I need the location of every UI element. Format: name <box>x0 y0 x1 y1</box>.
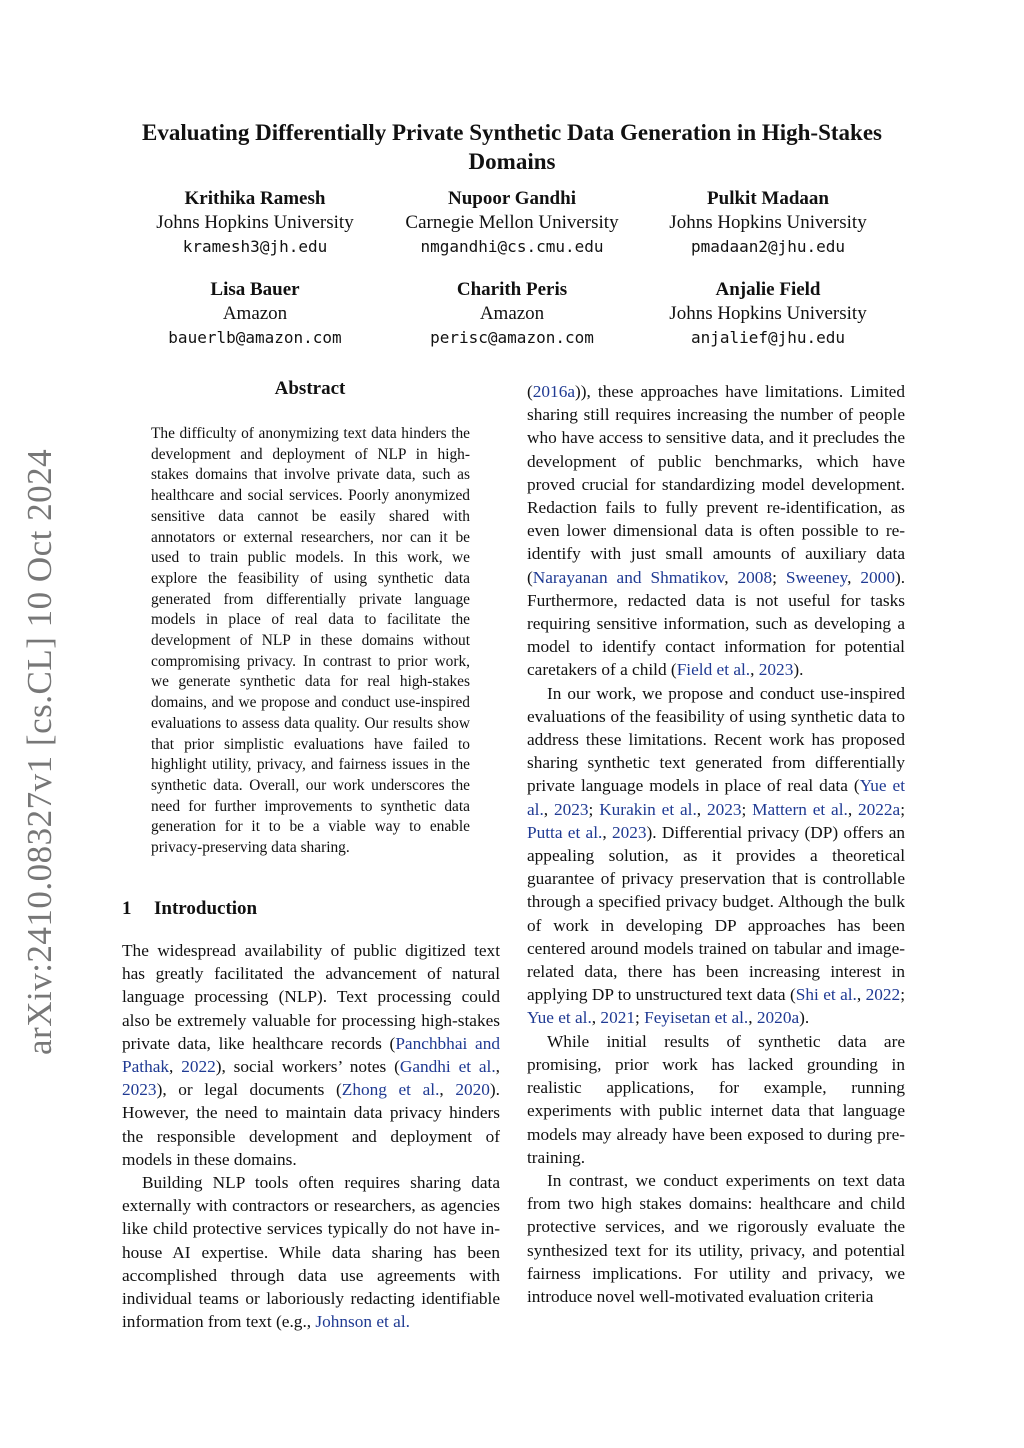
body-text: ; <box>634 1008 645 1028</box>
author-email[interactable]: kramesh3@jh.edu <box>182 237 328 256</box>
body-text: , <box>724 567 738 587</box>
body-text: , <box>591 1008 601 1028</box>
citation-link[interactable]: 2020 <box>455 1080 490 1100</box>
body-text: , <box>856 985 866 1005</box>
body-text: ; <box>900 799 906 819</box>
citation-link[interactable]: 2022a <box>857 799 901 819</box>
author-affiliation: Johns Hopkins University <box>669 212 867 233</box>
right-column-body <box>527 380 905 1308</box>
author-name: Krithika Ramesh <box>184 188 326 209</box>
citation-link[interactable]: Field et al. <box>676 660 751 680</box>
body-paragraph <box>527 1030 905 1169</box>
body-text: , <box>495 1057 500 1077</box>
body-paragraph <box>527 380 905 682</box>
citation-link[interactable]: 2023 <box>122 1080 157 1100</box>
author-block <box>105 187 405 259</box>
citation-link[interactable]: 2023 <box>758 660 794 680</box>
body-text: ; <box>588 799 600 819</box>
author-block <box>105 278 405 350</box>
body-text: ). Furthermore, redacted data is not useful for tasks requiring sensitive information, such as developing a model to identify contact information for potential caretakers of a child ( <box>527 567 906 680</box>
body-text: ). <box>793 660 804 680</box>
citation-link[interactable]: Shi et al. <box>795 985 857 1005</box>
citation-link[interactable]: Sweeney <box>785 567 848 587</box>
author-email[interactable]: perisc@amazon.com <box>430 328 594 347</box>
author-affiliation: Amazon <box>222 303 288 324</box>
body-text: ( <box>527 382 533 401</box>
body-text: , <box>696 799 707 819</box>
author-block <box>618 187 918 259</box>
author-name: Charith Peris <box>456 279 568 300</box>
body-paragraph <box>122 1171 500 1333</box>
section-heading <box>122 898 257 920</box>
citation-link[interactable]: Putta et al. <box>527 822 603 842</box>
body-text: ; <box>741 799 753 819</box>
body-text: The widespread availability of public digitized text has greatly facilitated the advancement of natural language processing (NLP). Text processing could also be extremely valuable for processing high-stakes private data, like healthcare records ( <box>122 941 500 1053</box>
author-block <box>618 278 918 350</box>
author-block <box>362 278 662 350</box>
body-paragraph <box>527 1169 905 1308</box>
body-text: , <box>748 1008 757 1028</box>
author-email[interactable]: bauerlb@amazon.com <box>168 328 342 347</box>
citation-link[interactable]: Yue et al. <box>527 1008 592 1028</box>
citation-link[interactable]: Yue et al. <box>527 776 905 819</box>
author-name: Pulkit Madaan <box>707 188 829 209</box>
body-text: , <box>847 799 858 819</box>
citation-link[interactable]: Feyisetan et al. <box>644 1008 749 1028</box>
body-text: ; <box>900 985 905 1005</box>
author-name: Anjalie Field <box>715 279 821 300</box>
citation-link[interactable]: Zhong et al. <box>341 1080 440 1100</box>
author-name: Nupoor Gandhi <box>448 188 576 209</box>
citation-link[interactable]: 2021 <box>600 1008 635 1028</box>
citation-link[interactable]: Gandhi et al. <box>399 1057 496 1077</box>
body-text: ), or legal documents ( <box>156 1080 342 1100</box>
body-paragraph <box>527 682 905 1030</box>
body-text: In our work, we propose and conduct use-inspired evaluations of the feasibility of using synthetic data to address these limitations. Recent work has proposed sharing synthetic text generated from differentially private language models in place of real data ( <box>527 683 905 796</box>
author-email[interactable]: pmadaan2@jhu.edu <box>690 237 846 256</box>
author-email[interactable]: anjalief@jhu.edu <box>690 328 846 347</box>
body-text: In contrast, we conduct experiments on text data from two high stakes domains: healthcare and child protective services, and we rigorously evaluate the synthesized text for its utility, privacy, and potential fairness implications. For utility and privacy, we introduce novel well-motivated evaluation criteria <box>527 1170 905 1306</box>
citation-link[interactable]: 2016a <box>532 382 575 401</box>
author-affiliation: Amazon <box>479 303 545 324</box>
citation-link[interactable]: 2022 <box>865 985 901 1005</box>
citation-link[interactable]: 2023 <box>706 799 742 819</box>
citation-link[interactable]: Mattern et al. <box>752 799 848 819</box>
citation-link[interactable]: Panchbhai and Pathak <box>122 1033 500 1077</box>
body-text: , <box>439 1080 456 1100</box>
abstract-text: The difficulty of anonymizing text data hinders the development and deployment of NLP in high-stakes domains that involve private data, such as healthcare and social services. Poorly anonymized sensitive data cannot be easily shared with annotators or external researchers, nor can it be used to train public models. In this work, we explore the feasibility of using synthetic data generated from differentially private language models in place of real data to facilitate the development of NLP in these domains without compromising privacy. In contrast to prior work, we generate synthetic data for real high-stakes domains, and we propose and conduct use-inspired evaluations to assess data quality. Our results show that prior simplistic evaluations have failed to highlight utility, privacy, and fairness issues in the synthetic data. Overall, our work underscores the need for further improvements to synthetic data generation for it to be a viable way to enable privacy-preserving data sharing. <box>151 425 470 857</box>
citation-link[interactable]: 2000 <box>860 567 895 587</box>
paper-title: Evaluating Differentially Private Synthetic Data Generation in High-Stakes Domains <box>141 120 882 174</box>
body-text: , <box>847 567 861 587</box>
left-column-body <box>122 939 500 1333</box>
body-text: ). However, the need to maintain data privacy hinders the responsible development and deployment of models in these domains. <box>122 1080 500 1169</box>
body-text: Building NLP tools often requires sharing data externally with contractors or researchers, as agencies like child protective services typically do not have in-house AI expertise. While data sharing has been accomplished through data use agreements with individual teams or laboriously redacting identifiable information from text (e.g., <box>122 1173 500 1332</box>
citation-link[interactable]: 2023 <box>611 822 647 842</box>
author-block <box>362 187 662 259</box>
arxiv-identifier: arXiv:2410.08327v1 [cs.CL] 10 Oct 2024 <box>20 448 59 1055</box>
author-affiliation: Carnegie Mellon University <box>405 212 619 233</box>
citation-link[interactable]: 2020a <box>756 1008 800 1028</box>
citation-link[interactable]: 2008 <box>737 567 773 587</box>
body-text: ), social workers’ notes ( <box>215 1057 400 1077</box>
body-text: )), these approaches have limitations. Limited sharing still requires increasing the number of people who have access to sensitive data, and it precludes the development of public benchmarks, which have proved crucial for standardizing model development. Redaction fails to fully prevent re-identification, as even lower dimensional data is often possible to re-identify with just small amounts of auxiliary data ( <box>527 382 905 587</box>
citation-link[interactable]: Narayanan and Shmatikov <box>532 567 725 587</box>
body-text: ). <box>799 1008 810 1028</box>
author-affiliation: Johns Hopkins University <box>156 212 354 233</box>
body-text: , <box>750 660 759 680</box>
body-paragraph <box>122 939 500 1171</box>
author-email[interactable]: nmgandhi@cs.cmu.edu <box>420 237 604 256</box>
citation-link[interactable]: 2023 <box>553 799 589 819</box>
body-text: ; <box>772 567 786 587</box>
body-text: While initial results of synthetic data are promising, prior work has lacked grounding in realistic applications, for example, running experiments with public internet data that language models may already have been exposed to during pre-training. <box>527 1031 905 1167</box>
section-number: 1 <box>122 898 132 919</box>
author-name: Lisa Bauer <box>210 279 300 300</box>
body-text: , <box>543 799 554 819</box>
body-text: , <box>169 1057 182 1077</box>
citation-link[interactable]: 2022 <box>181 1057 216 1077</box>
body-text: , <box>602 822 612 842</box>
citation-link[interactable]: Kurakin et al. <box>599 799 697 819</box>
abstract-heading: Abstract <box>274 378 346 399</box>
section-title: Introduction <box>154 898 258 919</box>
citation-link[interactable]: Johnson et al. <box>315 1312 410 1332</box>
body-text: ). Differential privacy (DP) offers an appealing solution, as it provides a theoretical guarantee of privacy preservation that is controllable through a specified privacy budget. Although the bulk of work in developing DP approaches has been centered around models trained on tabular and image-related data, there has been increasing interest in applying DP to unstructured text data ( <box>527 822 906 1005</box>
author-affiliation: Johns Hopkins University <box>669 303 867 324</box>
